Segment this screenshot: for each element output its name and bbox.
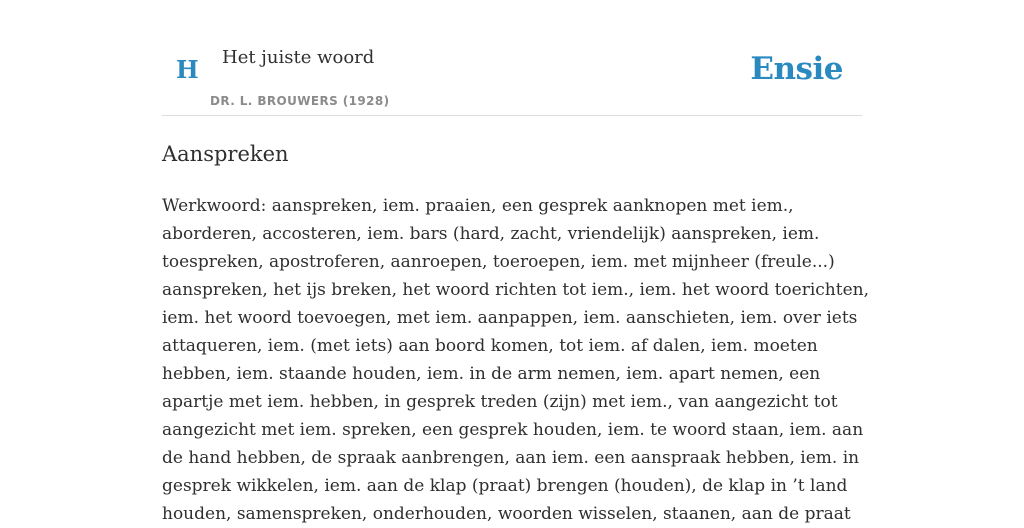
- entry-body-line: Werkwoord: aanspreken, iem. praaien, een gesprek aanknopen met iem.,: [162, 196, 794, 216]
- book-title[interactable]: Het juiste woord: [222, 47, 375, 68]
- ensie-logo[interactable]: Ensie: [750, 51, 843, 87]
- entry-body-line: de hand hebben, de spraak aanbrengen, aan iem. een aanspraak hebben, iem. in: [162, 448, 860, 468]
- entry-title: Aanspreken: [162, 142, 289, 166]
- entry-body-line: aanspreken, het ijs breken, het woord richten tot iem., iem. het woord toerichten,: [162, 280, 869, 300]
- entry-body-line: houden, samenspreken, onderhouden, woorden wisselen, staanen, aan de praat: [162, 504, 851, 524]
- entry-body-line: aborderen, accosteren, iem. bars (hard, zacht, vriendelijk) aanspreken, iem.: [162, 224, 820, 244]
- entry-body-line: apartje met iem. hebben, in gesprek treden (zijn) met iem., van aangezicht tot: [162, 392, 838, 412]
- entry-body-line: iem. het woord toevoegen, met iem. aanpappen, iem. aanschieten, iem. over iets: [162, 308, 858, 328]
- book-header: [162, 0, 862, 116]
- book-logo-icon[interactable]: H: [176, 55, 199, 84]
- book-author: DR. L. BROUWERS (1928): [210, 94, 390, 108]
- entry-body-line: hebben, iem. staande houden, iem. in de arm nemen, iem. apart nemen, een: [162, 364, 821, 384]
- entry-body-line: toespreken, apostroferen, aanroepen, toeroepen, iem. met mijnheer (freule...): [162, 252, 835, 272]
- entry-body-line: aangezicht met iem. spreken, een gesprek houden, iem. te woord staan, iem. aan: [162, 420, 864, 440]
- entry-body-line: attaqueren, iem. (met iets) aan boord komen, tot iem. af dalen, iem. moeten: [162, 336, 818, 356]
- entry-body-line: gesprek wikkelen, iem. aan de klap (praat) brengen (houden), de klap in ’t land: [162, 476, 848, 496]
- entry-body: [162, 192, 869, 528]
